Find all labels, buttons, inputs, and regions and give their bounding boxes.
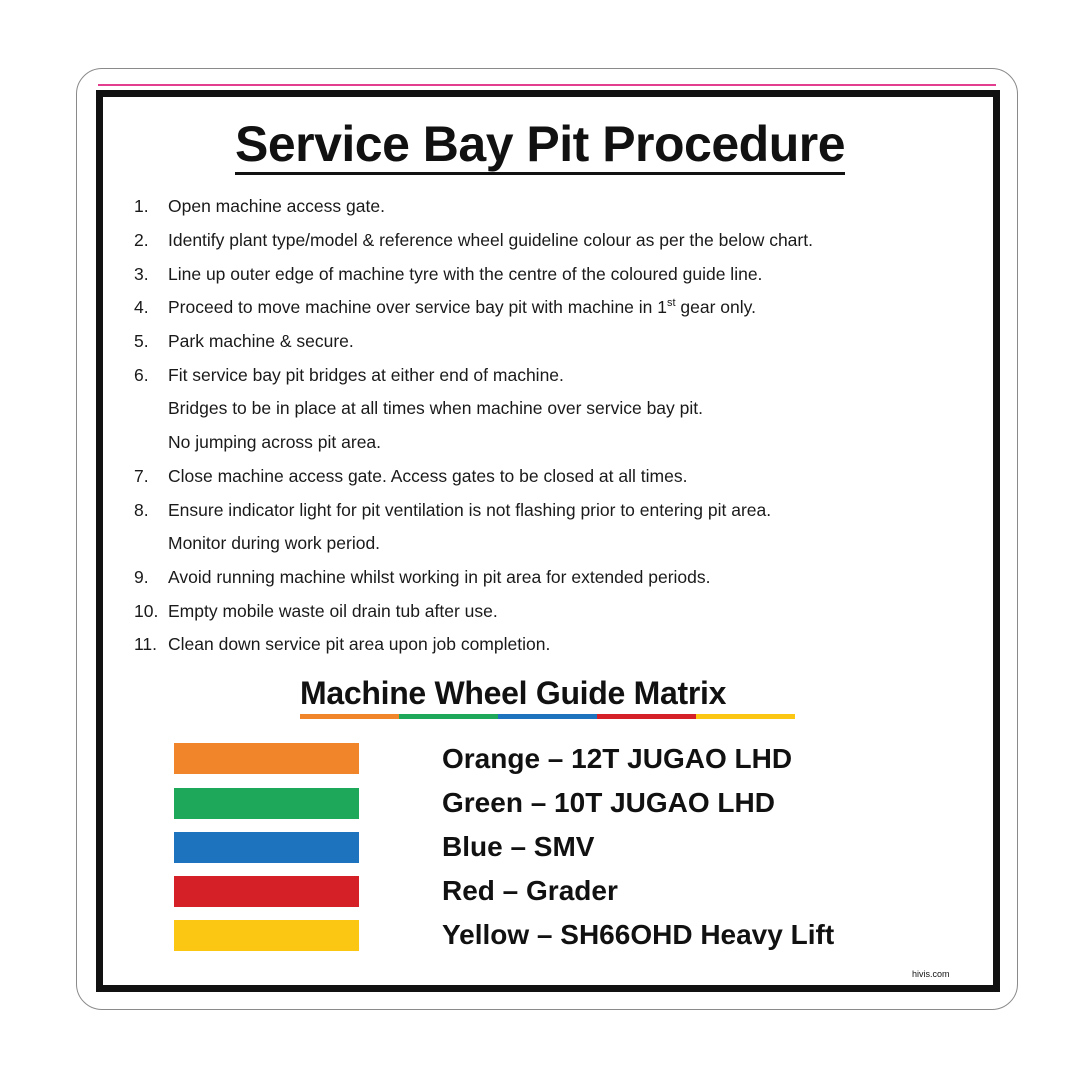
underline-green <box>399 714 498 719</box>
procedure-step <box>134 628 813 662</box>
step-number: 8. <box>134 499 149 520</box>
legend-blue: Blue – SMV <box>442 831 595 862</box>
step-text: Fit service bay pit bridges at either end of machine. <box>168 364 564 385</box>
step-number: 5. <box>134 331 149 352</box>
step-text: Empty mobile waste oil drain tub after use. <box>168 600 498 621</box>
legend-red: Red – Grader <box>442 875 618 906</box>
step-number: 9. <box>134 566 149 587</box>
step-text: Clean down service pit area upon job completion. <box>168 634 551 655</box>
step-text <box>168 297 756 318</box>
sign-title <box>0 113 1080 175</box>
procedure-step <box>134 291 813 325</box>
step-superscript: st <box>667 297 676 310</box>
matrix-title: Machine Wheel Guide Matrix <box>300 675 727 711</box>
brand-credit: hivis.com <box>912 969 950 979</box>
swatch-red <box>174 876 359 907</box>
legend-yellow: Yellow – SH66OHD Heavy Lift <box>442 919 835 950</box>
step-number: 10. <box>134 600 159 621</box>
procedure-step <box>134 561 813 595</box>
cut-line <box>98 84 996 86</box>
underline-blue <box>498 714 597 719</box>
matrix-title-underline <box>300 714 795 719</box>
swatch-green <box>174 788 359 819</box>
step-text: Close machine access gate. Access gates to be closed at all times. <box>168 465 688 486</box>
step-number: 11. <box>134 634 158 655</box>
step-text: Bridges to be in place at all times when machine over service bay pit. <box>168 398 703 419</box>
underline-red <box>597 714 696 719</box>
procedure-step <box>134 257 813 291</box>
legend-orange: Orange – 12T JUGAO LHD <box>442 743 793 774</box>
procedure-step <box>134 460 813 494</box>
procedure-step <box>134 493 813 527</box>
step-text: Monitor during work period. <box>168 533 381 554</box>
procedure-step-continuation <box>134 527 813 561</box>
procedure-steps <box>134 190 813 662</box>
swatch-yellow <box>174 920 359 951</box>
procedure-step <box>134 224 813 258</box>
swatch-orange <box>174 743 359 774</box>
step-number: 7. <box>134 465 149 486</box>
step-text-after: gear only. <box>675 297 756 318</box>
step-text: Identify plant type/model & reference wheel guideline colour as per the below chart. <box>168 230 813 251</box>
step-number: 6. <box>134 364 149 385</box>
underline-yellow <box>696 714 795 719</box>
step-text: Avoid running machine whilst working in pit area for extended periods. <box>168 566 711 587</box>
step-text: Ensure indicator light for pit ventilation is not flashing prior to entering pit area. <box>168 499 772 520</box>
procedure-step <box>134 594 813 628</box>
swatch-blue <box>174 832 359 863</box>
step-number: 3. <box>134 263 149 284</box>
step-number: 2. <box>134 230 149 251</box>
step-text: Park machine & secure. <box>168 331 354 352</box>
underline-orange <box>300 714 399 719</box>
step-text: No jumping across pit area. <box>168 432 382 453</box>
procedure-step-continuation <box>134 426 813 460</box>
step-number: 4. <box>134 297 149 318</box>
step-number: 1. <box>134 196 149 217</box>
sign-title-text: Service Bay Pit Procedure <box>235 116 845 175</box>
procedure-step-continuation <box>134 392 813 426</box>
step-text: Line up outer edge of machine tyre with the centre of the coloured guide line. <box>168 263 763 284</box>
step-text: Open machine access gate. <box>168 196 385 217</box>
legend-green: Green – 10T JUGAO LHD <box>442 787 775 818</box>
procedure-step <box>134 190 813 224</box>
procedure-step <box>134 325 813 359</box>
step-text-before: Proceed to move machine over service bay pit with machine in 1 <box>168 297 667 318</box>
procedure-step <box>134 358 813 392</box>
